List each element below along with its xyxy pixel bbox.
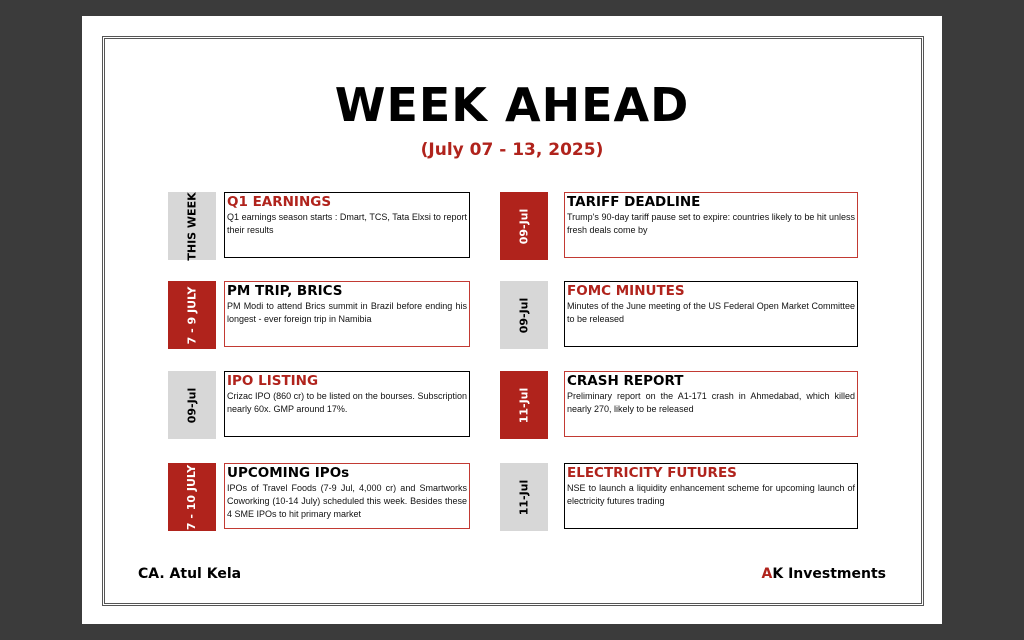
card-heading: UPCOMING IPOs	[227, 465, 350, 481]
card-text: Preliminary report on the A1-171 crash in Ahmedabad, which killed nearly 270, likely to be released	[567, 391, 855, 414]
document-page	[82, 16, 942, 624]
card-heading: TARIFF DEADLINE	[567, 194, 701, 210]
author-name: CA. Atul Kela	[138, 566, 242, 582]
card-text: Trump's 90-day tariff pause set to expire: countries likely to be hit unless fresh deals come by	[567, 212, 855, 235]
card-electricity-futures	[564, 463, 858, 529]
card-text: PM Modi to attend Brics summit in Brazil before ending his longest - ever foreign trip in Namibia	[227, 301, 467, 324]
page-title: WEEK AHEAD	[334, 78, 690, 132]
tag-09-jul: 09-Jul	[168, 371, 216, 439]
card-pm-trip	[224, 281, 470, 347]
card-heading: ELECTRICITY FUTURES	[567, 465, 737, 481]
card-text: Crizac IPO (860 cr) to be listed on the bourses. Subscription nearly 60x. GMP around 17%.	[227, 391, 467, 414]
card-text: IPOs of Travel Foods (7-9 Jul, 4,000 cr) and Smartworks Coworking (10-14 July) scheduled this week. Besides these 4 SME IPOs to hit primary market	[227, 483, 467, 519]
tag-7-10-july: 7 - 10 JULY	[168, 463, 216, 531]
date-range: (July 07 - 13, 2025)	[420, 140, 604, 160]
card-text: NSE to launch a liquidity enhancement scheme for upcoming launch of electricity futures trading	[567, 483, 855, 506]
card-heading: FOMC MINUTES	[567, 283, 685, 299]
card-fomc-minutes	[564, 281, 858, 347]
tag-11-jul: 11-Jul	[500, 463, 548, 531]
card-text: Q1 earnings season starts : Dmart, TCS, Tata Elxsi to report their results	[227, 212, 467, 235]
tag-11-jul: 11-Jul	[500, 371, 548, 439]
card-upcoming-ipos	[224, 463, 470, 529]
card-q1-earnings	[224, 192, 470, 258]
card-tariff-deadline	[564, 192, 858, 258]
card-crash-report	[564, 371, 858, 437]
tag-7-9-july: 7 - 9 JULY	[168, 281, 216, 349]
card-heading: CRASH REPORT	[567, 373, 684, 389]
brand-logo: AK Investments	[761, 566, 886, 582]
card-heading: Q1 EARNINGS	[227, 194, 332, 210]
tag-this-week: THIS WEEK	[168, 192, 216, 260]
card-ipo-listing	[224, 371, 470, 437]
tag-09-jul: 09-Jul	[500, 281, 548, 349]
card-text: Minutes of the June meeting of the US Federal Open Market Committee to be released	[567, 301, 855, 324]
card-heading: IPO LISTING	[227, 373, 319, 389]
card-heading: PM TRIP, BRICS	[227, 283, 343, 299]
tag-09-jul: 09-Jul	[500, 192, 548, 260]
